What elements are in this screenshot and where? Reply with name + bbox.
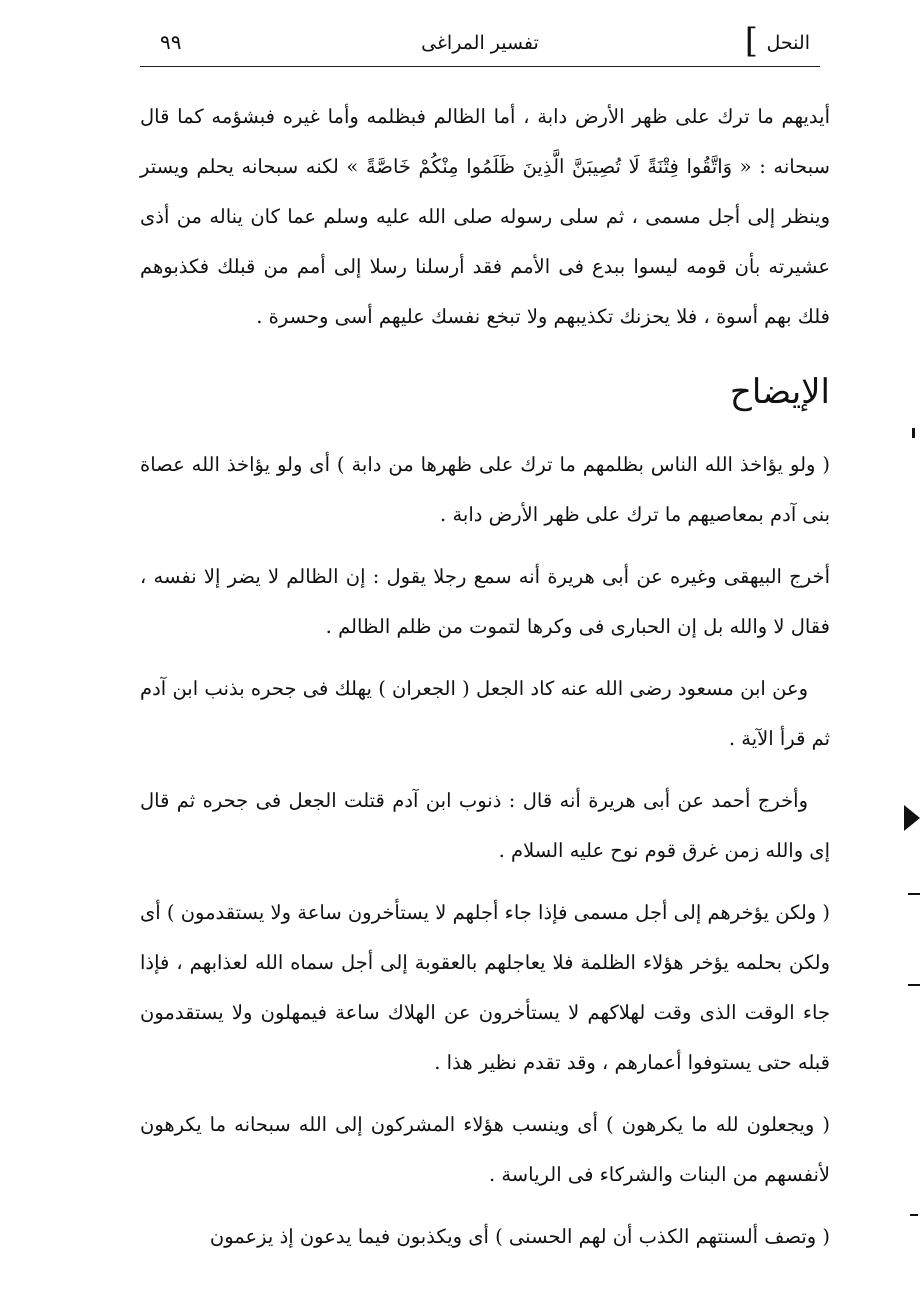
section-heading: الإيضاح (729, 372, 830, 412)
paragraph-text: ( ولو يؤاخذ الله الناس بظلمهم ما ترك على ظهرها من دابة ) أى ولو يؤاخذ الله عصاة بنى آدم بمعاصيهم ما ترك على ظهر الأرض دابة . (140, 453, 830, 526)
paragraph (140, 1212, 830, 1262)
paragraph-text: ( ويجعلون لله ما يكرهون ) أى وينسب هؤلاء المشركون إلى الله سبحانه ما يكرهون لأنفسهم من البنات والشركاء فى الرياسة . (140, 1113, 830, 1186)
surah-name: النحل (766, 32, 810, 54)
paragraph (140, 888, 830, 1088)
paragraph-text: ( وتصف ألسنتهم الكذب أن لهم الحسنى ) أى ويكذبون فيما يدعون إذ يزعمون (209, 1225, 830, 1248)
paragraph (140, 440, 830, 540)
scan-margin-dash (908, 984, 920, 986)
book-title: تفسير المراغى (421, 32, 539, 54)
intro-paragraph: أيديهم ما ترك على ظهر الأرض دابة ، أما الظالم فبظلمه وأما غيره فبشؤمه كما قال سبحانه : « وَاتَّقُوا فِتْنَةً لَا تُصِيبَنَّ الَّذِينَ ظَلَمُوا مِنْكُمْ خَاصَّةً » لكنه سبحانه يحلم ويستر وينظر إلى أجل مسمى ، ثم سلى رسوله صلى الله عليه وسلم عما كان يناله من أذى عشيرته بأن قومه ليسوا ببدع فى الأمم فقد أرسلنا رسلا إلى أمم من قبلك فكذبوهم فلك بهم أسوة ، فلا يحزنك تكذيبهم ولا تبخع نفسك عليهم أسى وحسرة . (140, 105, 830, 328)
paragraph-text: وأخرج أحمد عن أبى هريرة أنه قال : ذنوب ابن آدم قتلت الجعل فى جحره ثم قال إى والله زمن غرق قوم نوح عليه السلام . (140, 789, 830, 862)
paragraph (140, 1100, 830, 1200)
paragraph-text: أخرج البيهقى وغيره عن أبى هريرة أنه سمع رجلا يقول : إن الظالم لا يضر إلا نفسه ، فقال لا والله بل إن الحبارى فى وكرها لتموت من ظلم الظالم . (140, 565, 830, 638)
page-header (140, 18, 820, 64)
scan-margin-dash (908, 893, 920, 895)
paragraph (140, 776, 830, 876)
header-rule (140, 66, 820, 67)
scan-margin-dash (912, 428, 915, 438)
scan-margin-dash (910, 1214, 918, 1216)
page-number: ٩٩ (160, 30, 182, 54)
scan-margin-mark (904, 805, 920, 831)
paragraph (140, 552, 830, 652)
paragraph-text: وعن ابن مسعود رضى الله عنه كاد الجعل ( الجعران ) يهلك فى جحره بذنب ابن آدم ثم قرأ الآية . (140, 677, 830, 750)
paragraph-text: ( ولكن يؤخرهم إلى أجل مسمى فإذا جاء أجلهم لا يستأخرون ساعة ولا يستقدمون ) أى ولكن بحلمه يؤخر هؤلاء الظلمة فلا يعاجلهم بالعقوبة إلى أجل سماه الله لعذابهم ، فإذا جاء الوقت الذى وقت لهلاكهم لا يستأخرون عن الهلاك ساعة فيمهلون ولا يستقدمون قبله حتى يستوفوا أعمارهم ، وقد تقدم نظير هذا . (140, 901, 830, 1074)
header-bracket: ] (744, 21, 758, 61)
page-body (140, 92, 830, 1274)
paragraph (140, 664, 830, 764)
